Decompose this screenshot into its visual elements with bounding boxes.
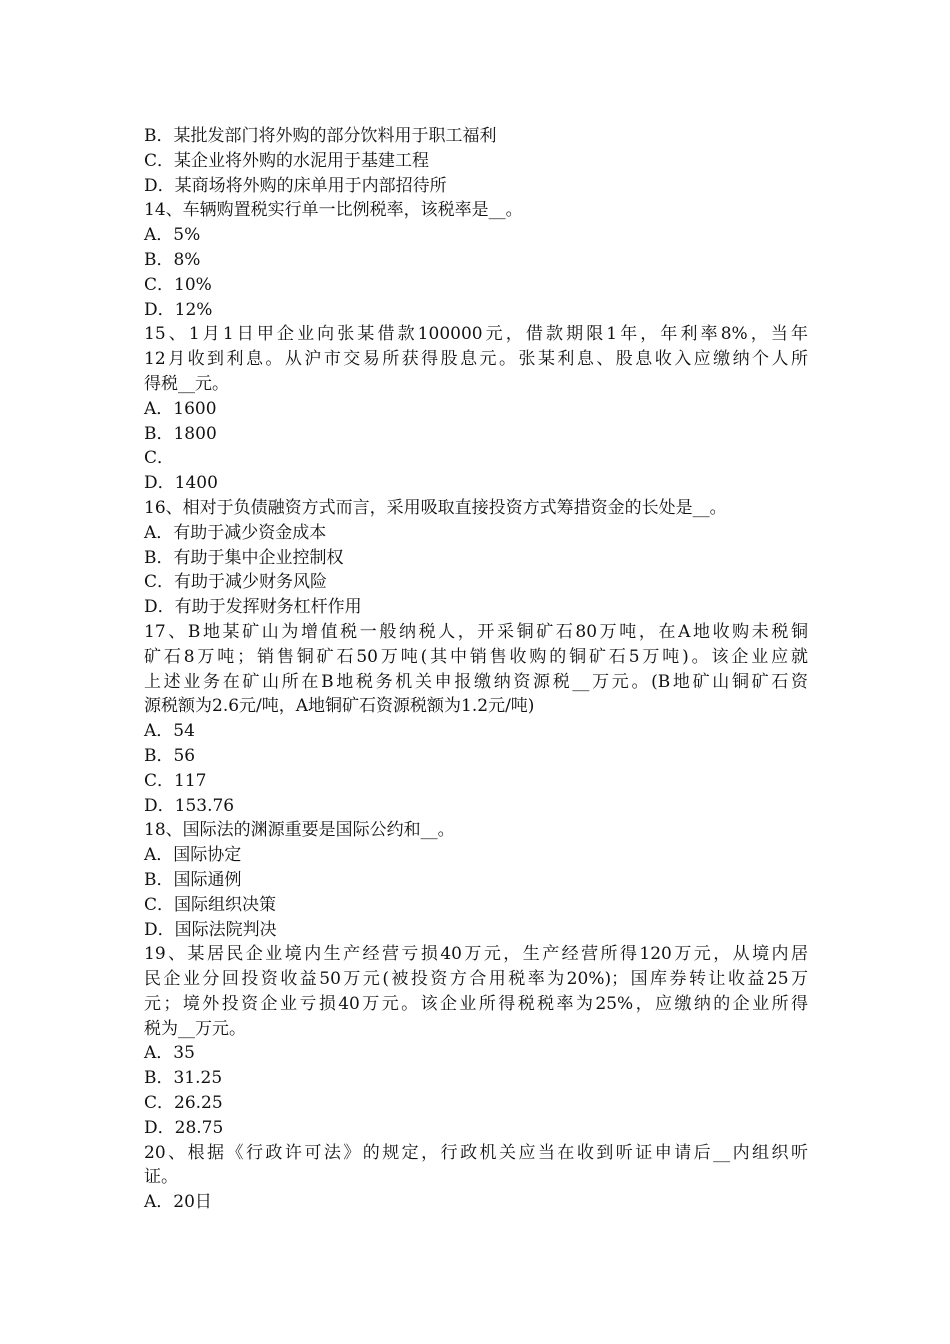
option-line: A．35 — [144, 1043, 195, 1064]
option-line: B．31.25 — [144, 1068, 223, 1089]
question-line: 18、国际法的渊源重要是国际公约和__。 — [144, 820, 455, 841]
question-line: 得税__元。 — [144, 373, 229, 394]
option-line: D．28.75 — [144, 1117, 224, 1138]
question-line: 15、1月1日甲企业向张某借款100000元，借款期限1年，年利率8%，当年 — [144, 324, 808, 345]
option-line: A．有助于减少资金成本 — [144, 522, 327, 543]
question-line: 税为__万元。 — [144, 1018, 246, 1039]
option-line: D．国际法院判决 — [144, 919, 277, 940]
option-line: A．54 — [144, 721, 195, 742]
document-text — [144, 124, 808, 1215]
option-line: D．有助于发挥财务杠杆作用 — [144, 597, 362, 618]
question-line: 12月收到利息。从沪市交易所获得股息元。张某利息、股息收入应缴纳个人所 — [144, 349, 808, 370]
question-line: 源税额为2.6元/吨，A地铜矿石资源税额为1.2元/吨) — [144, 696, 535, 717]
option-line: C．某企业将外购的水泥用于基建工程 — [144, 150, 430, 171]
question-line: 矿石8万吨；销售铜矿石50万吨(其中销售收购的铜矿石5万吨)。该企业应就 — [144, 646, 808, 667]
option-line: B．有助于集中企业控制权 — [144, 547, 344, 568]
question-line: 证。 — [144, 1167, 178, 1188]
option-line: D．某商场将外购的床单用于内部招待所 — [144, 175, 447, 196]
option-line: C． — [144, 448, 175, 469]
question-line: 19、某居民企业境内生产经营亏损40万元，生产经营所得120万元，从境内居 — [144, 944, 808, 965]
question-line: 14、车辆购置税实行单一比例税率，该税率是__。 — [144, 200, 523, 221]
option-line: B．1800 — [144, 423, 217, 444]
option-line: D．12% — [144, 299, 213, 320]
option-line: C．117 — [144, 770, 207, 791]
option-line: C．国际组织决策 — [144, 894, 277, 915]
option-line: A．5% — [144, 225, 201, 246]
question-line: 上述业务在矿山所在B地税务机关申报缴纳资源税__万元。(B地矿山铜矿石资 — [144, 671, 808, 692]
option-line: A．1600 — [144, 398, 217, 419]
question-line: 元；境外投资企业亏损40万元。该企业所得税税率为25%，应缴纳的企业所得 — [144, 993, 808, 1014]
question-line: 16、相对于负债融资方式而言，采用吸取直接投资方式筹措资金的长处是__。 — [144, 497, 727, 518]
option-line: A．国际协定 — [144, 845, 242, 866]
option-line: D．1400 — [144, 473, 218, 494]
option-line: D．153.76 — [144, 795, 235, 816]
option-line: B．56 — [144, 745, 196, 766]
option-line: C．10% — [144, 274, 212, 295]
question-line: 民企业分回投资收益50万元(被投资方合用税率为20%)；国库券转让收益25万 — [144, 969, 808, 990]
option-line: B．国际通例 — [144, 869, 242, 890]
option-line: C．26.25 — [144, 1093, 223, 1114]
question-line: 20、根据《行政许可法》的规定，行政机关应当在收到听证申请后__内组织听 — [144, 1142, 808, 1163]
option-line: C．有助于减少财务风险 — [144, 572, 328, 593]
question-line: 17、B地某矿山为增值税一般纳税人，开采铜矿石80万吨，在A地收购未税铜 — [144, 621, 808, 642]
option-line: B．某批发部门将外购的部分饮料用于职工福利 — [144, 126, 497, 146]
option-line: A．20日 — [144, 1192, 212, 1213]
option-line: B．8% — [144, 249, 201, 270]
